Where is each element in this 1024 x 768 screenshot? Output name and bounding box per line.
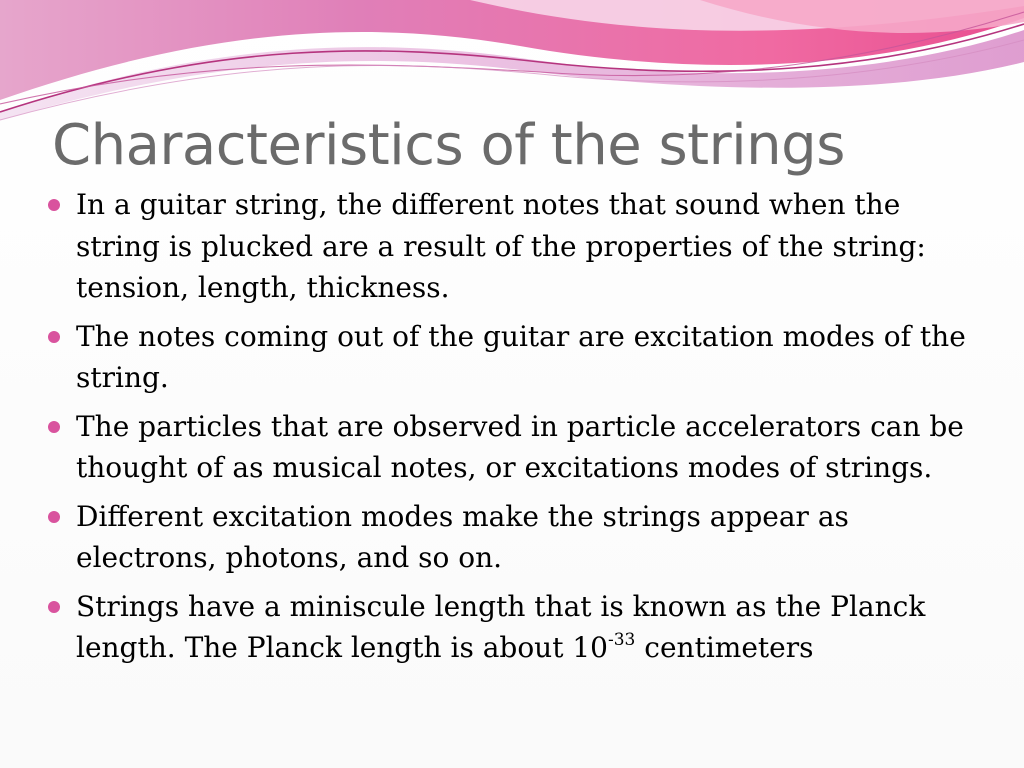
bullet-marker bbox=[48, 511, 60, 523]
bullet-text: The particles that are observed in particle accelerators can be thought of as musical notes, or excitations modes of strings. bbox=[76, 409, 964, 484]
bullet-text: In a guitar string, the different notes that sound when the string is plucked are a result of the properties of the string: tension, length, thickness. bbox=[76, 188, 926, 304]
bullet-item bbox=[45, 586, 985, 669]
bullet-marker bbox=[48, 331, 60, 343]
bullet-text: Different excitation modes make the strings appear as electrons, photons, and so on. bbox=[76, 499, 849, 574]
bullet-text-before: Strings have a miniscule length that is known as the Planck length. The Planck length is about 10 bbox=[76, 589, 926, 664]
bullet-text: The notes coming out of the guitar are excitation modes of the string. bbox=[76, 319, 966, 394]
bullet-item bbox=[45, 496, 985, 579]
bullet-item bbox=[45, 184, 985, 309]
exponent-superscript: -33 bbox=[608, 630, 636, 650]
bullet-text-after: centimeters bbox=[635, 631, 814, 664]
slide-title: Characteristics of the strings bbox=[52, 113, 845, 178]
bullet-list bbox=[45, 184, 985, 676]
bullet-text bbox=[76, 590, 925, 665]
bullet-item bbox=[45, 316, 985, 399]
bullet-marker bbox=[48, 421, 60, 433]
bullet-marker bbox=[48, 199, 60, 211]
bullet-marker bbox=[48, 601, 60, 613]
bullet-item bbox=[45, 406, 985, 489]
